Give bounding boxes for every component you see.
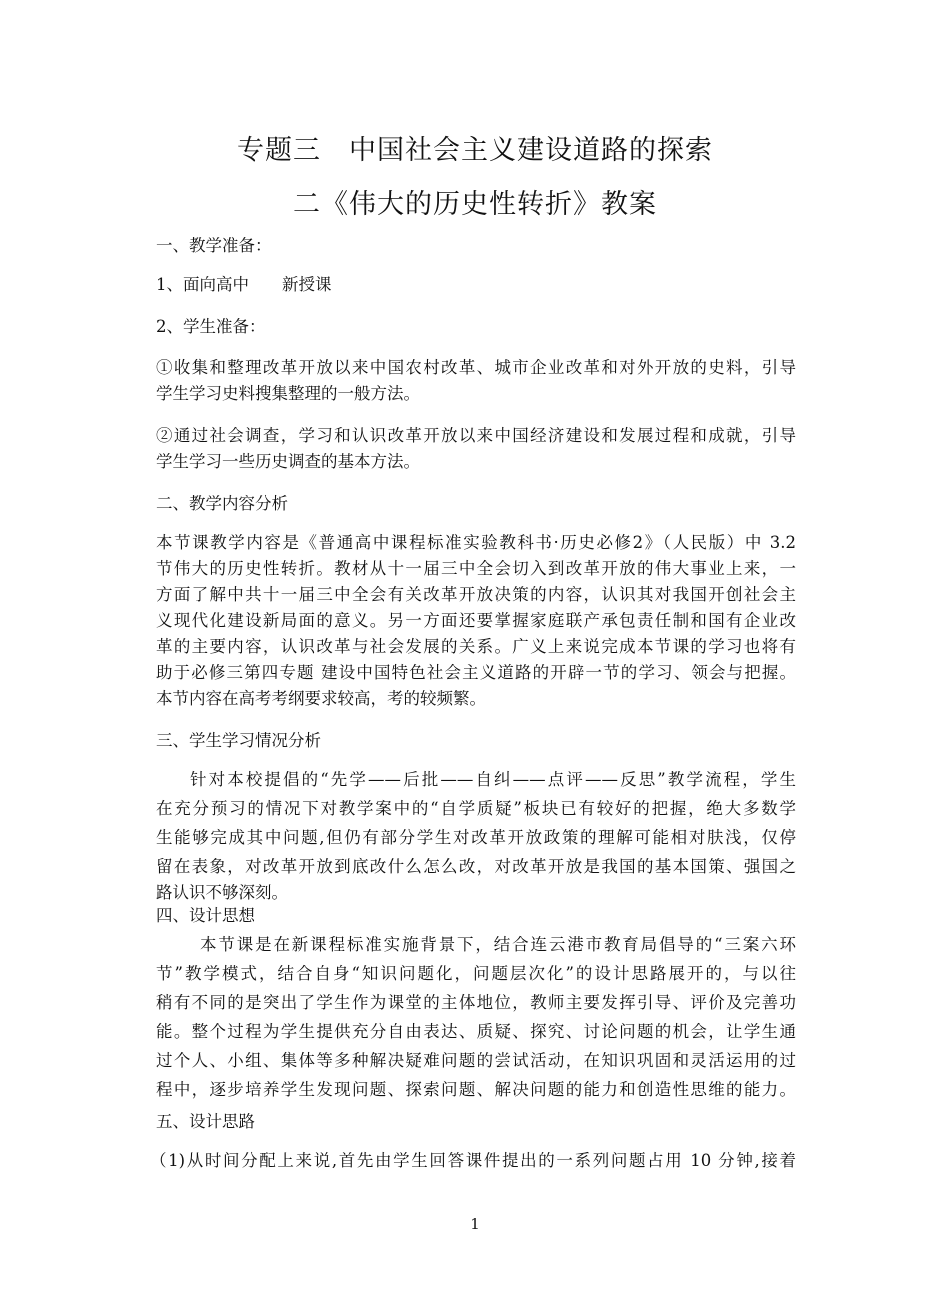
paragraph-line: 留在表象，对改革开放到底改什么怎么改，对改革开放是我国的基本国策、强国之 — [156, 857, 796, 876]
paragraph-line: 程中，逐步培养学生发现问题、探索问题、解决问题的能力和创造性思维的能力。 — [156, 1080, 796, 1099]
document-subtitle: 二《伟大的历史性转折》教案 — [293, 189, 657, 220]
section-heading-design-idea: 四、设计思想 — [156, 906, 255, 925]
paragraph-line: 学生学习史料搜集整理的一般方法。 — [156, 384, 420, 403]
paragraph-line: 能。整个过程为学生提供充分自由表达、质疑、探究、讨论问题的机会，让学生通 — [156, 1022, 796, 1041]
section-heading-student-analysis: 三、学生学习情况分析 — [156, 731, 321, 750]
paragraph-line: 义现代化建设新局面的意义。另一方面还要掌握家庭联产承包责任制和国有企业改 — [156, 611, 796, 630]
paragraph-line: 方面了解中共十一届三中全会有关改革开放决策的内容，认识其对我国开创社会主 — [156, 585, 796, 604]
paragraph-line: 革的主要内容，认识改革与社会发展的关系。广义上来说完成本节课的学习也将有 — [156, 637, 796, 656]
paragraph-line: （1)从时间分配上来说,首先由学生回答课件提出的一系列问题占用 10 分钟,接着 — [150, 1151, 796, 1170]
paragraph-line: 在充分预习的情况下对教学案中的“自学质疑”板块已有较好的把握，绝大多数学 — [156, 799, 796, 818]
paragraph-line: 稍有不同的是突出了学生作为课堂的主体地位，教师主要发挥引导、评价及完善功 — [156, 993, 796, 1012]
paragraph-line: 生能够完成其中问题,但仍有部分学生对改革开放政策的理解可能相对肤浅，仅停 — [156, 828, 796, 847]
paragraph-line: 节”教学模式，结合自身“知识问题化，问题层次化”的设计思路展开的，与以往 — [156, 964, 796, 983]
section-heading-preparation: 一、教学准备： — [156, 236, 272, 255]
paragraph-line: ①收集和整理改革开放以来中国农村改革、城市企业改革和对外开放的史料，引导 — [156, 358, 796, 377]
paragraph-line: 本节课教学内容是《普通高中课程标准实验教科书·历史必修2》（人民版）中 3.2 — [156, 533, 796, 552]
paragraph-line: 路认识不够深刻。 — [156, 883, 288, 902]
paragraph-line: 1、面向高中 新授课 — [156, 275, 332, 294]
paragraph-line: 2、学生准备： — [156, 317, 266, 336]
section-heading-design-approach: 五、设计思路 — [156, 1112, 255, 1131]
paragraph-line: 本节课是在新课程标准实施背景下，结合连云港市教育局倡导的“三案六环 — [200, 935, 796, 954]
section-heading-content-analysis: 二、教学内容分析 — [156, 494, 288, 513]
document-title: 专题三 中国社会主义建设道路的探索 — [237, 135, 713, 166]
paragraph-line: ②通过社会调查，学习和认识改革开放以来中国经济建设和发展过程和成就，引导 — [156, 426, 796, 445]
paragraph-line: 节伟大的历史性转折。教材从十一届三中全会切入到改革开放的伟大事业上来，一 — [156, 559, 796, 578]
page-number: 1 — [470, 1215, 480, 1233]
paragraph-line: 本节内容在高考考纲要求较高，考的较频繁。 — [156, 689, 486, 708]
paragraph-line: 针对本校提倡的“先学——后批——自纠——点评——反思”教学流程，学生 — [190, 770, 796, 789]
paragraph-line: 学生学习一些历史调查的基本方法。 — [156, 452, 420, 471]
paragraph-line: 助于必修三第四专题 建设中国特色社会主义道路的开辟一节的学习、领会与把握。 — [156, 663, 796, 682]
paragraph-line: 过个人、小组、集体等多种解决疑难问题的尝试活动，在知识巩固和灵活运用的过 — [156, 1051, 796, 1070]
